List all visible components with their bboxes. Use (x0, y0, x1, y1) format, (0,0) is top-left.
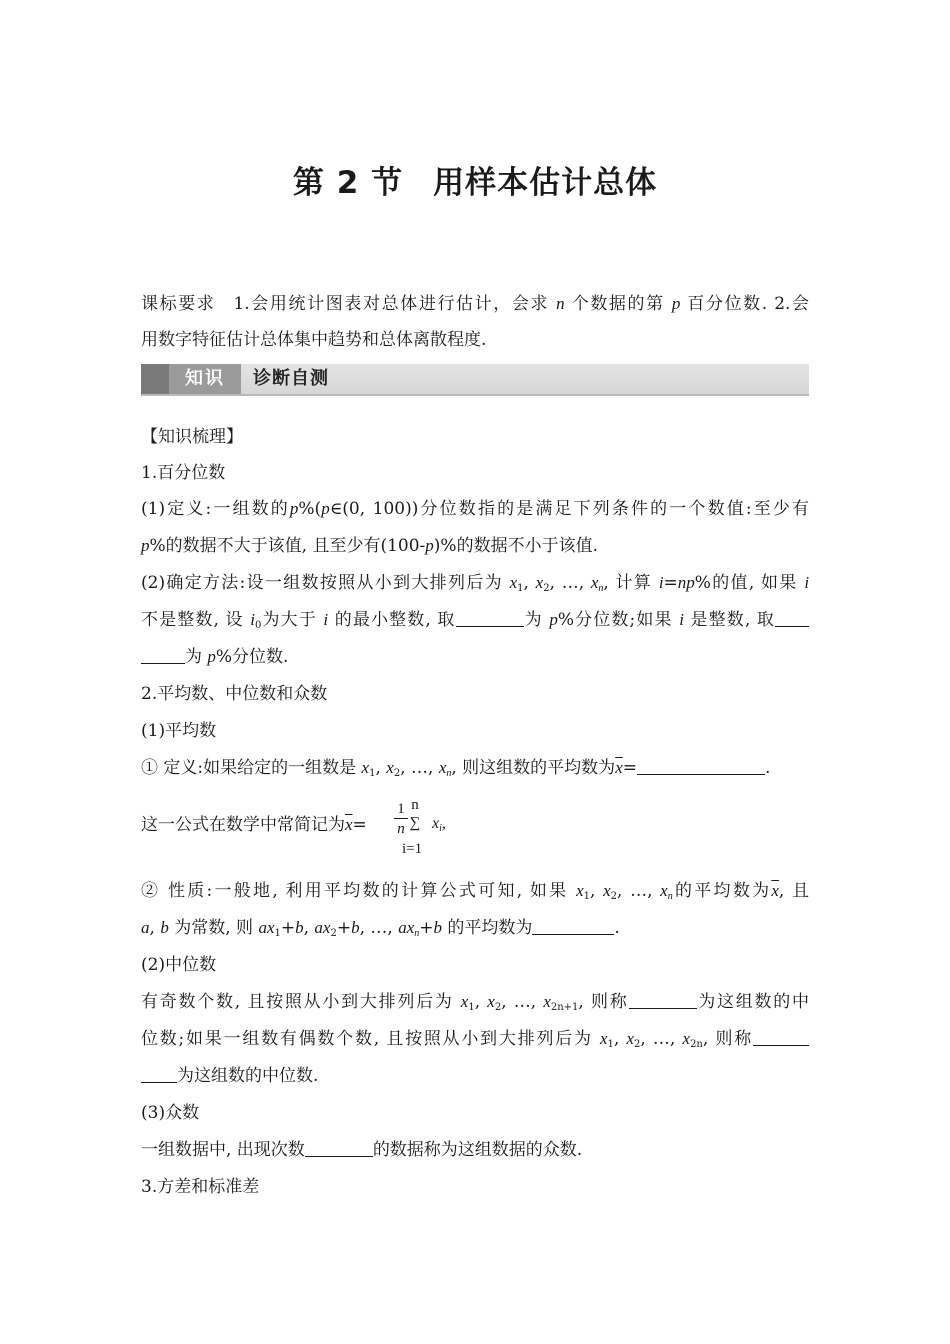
median-definition-2: 位数;如果一组数有偶数个数, 且按照从小到大排列后为 $x_1$, $x_2$, …, $x_{2n}$, 则称 (141, 1028, 809, 1050)
heading-averages: 2.平均数、中位数和众数 (141, 684, 328, 704)
heading-mode: (3)众数 (141, 1103, 200, 1123)
blank-6b[interactable] (141, 1066, 177, 1083)
mean-formula-line: 这一公式在数学中常简记为$\overline{x}=$ (141, 815, 367, 835)
blank-1[interactable] (456, 610, 524, 627)
heading-variance: 3.方差和标准差 (141, 1177, 260, 1197)
blank-2a[interactable] (775, 610, 809, 627)
blank-4[interactable] (532, 918, 614, 935)
sum-term: $x_i$, (432, 815, 446, 834)
fraction-numerator: 1 (394, 801, 408, 819)
percentile-method-3: 为 p%分位数. (141, 646, 288, 668)
median-definition-3: 为这组数的中位数. (141, 1065, 318, 1087)
sum-icon: ∑ (409, 815, 421, 831)
heading-knowledge: 【知识梳理】 (141, 427, 243, 447)
blank-2b[interactable] (141, 647, 185, 664)
section-name: 用样本估计总体 (433, 165, 658, 201)
banner-tag: 知识 (169, 364, 241, 394)
blank-5[interactable] (629, 992, 697, 1009)
mean-property-2: a, b 为常数, 则 $ax_1+b$, $ax_2+b$, …, $ax_n+b$ 的平均数为 . (141, 918, 620, 939)
banner-label: 诊断自测 (253, 368, 329, 389)
percentile-definition-2: p%的数据不大于该值, 且至少有(100-p)%的数据不小于该值. (141, 536, 598, 556)
mean-definition: ① 定义:如果给定的一组数是 $x_1$, $x_2$, …, $x_n$, 则这组数的平均数为$\overline{x}=$ . (141, 758, 771, 779)
percentile-method-2: 不是整数, 设 $i_0$为大于 i 的最小整数, 取 为 p%分位数;如果 i 是整数, 取 (141, 609, 809, 631)
median-definition-1: 有奇数个数, 且按照从小到大排列后为 $x_1$, $x_2$, …, $x_{2n+1}$, 则称 为这组数的中 (141, 992, 810, 1013)
blank-3[interactable] (637, 758, 765, 775)
section-banner (141, 364, 809, 394)
page-title (0, 157, 950, 202)
percentile-definition-1: (1)定义:一组数的p%(p∈(0, 100))分位数指的是满足下列条件的一个数值:至少有 (141, 499, 809, 519)
sum-upper-limit: n (411, 797, 419, 813)
requirements-line-2: 用数字特征估计总体集中趋势和总体离散程度. (141, 330, 487, 350)
mode-definition: 一组数据中, 出现次数 的数据称为这组数据的众数. (141, 1140, 583, 1160)
heading-mean: (1)平均数 (141, 721, 217, 741)
mean-property-1: ② 性质:一般地, 利用平均数的计算公式可知, 如果 $x_1$, $x_2$, …, $x_n$的平均数为$\overline{x}$, 且 (141, 881, 810, 902)
fraction-denominator: n (397, 821, 405, 837)
blank-6a[interactable] (753, 1029, 809, 1046)
heading-median: (2)中位数 (141, 955, 217, 975)
sum-lower-limit: i=1 (402, 841, 423, 857)
percentile-method-1: (2)确定方法:设一组数按照从小到大排列后为 $x_1$, $x_2$, …, $x_n$, 计算 i=np%的值, 如果 i (141, 573, 810, 594)
blank-7[interactable] (305, 1140, 373, 1157)
section-number: 第 2 节 (292, 165, 404, 201)
requirements-line-1: 课标要求 1.会用统计图表对总体进行估计，会求 n 个数据的第 p 百分位数. 2.会 (141, 294, 810, 314)
heading-percentile: 1.百分位数 (141, 463, 226, 483)
